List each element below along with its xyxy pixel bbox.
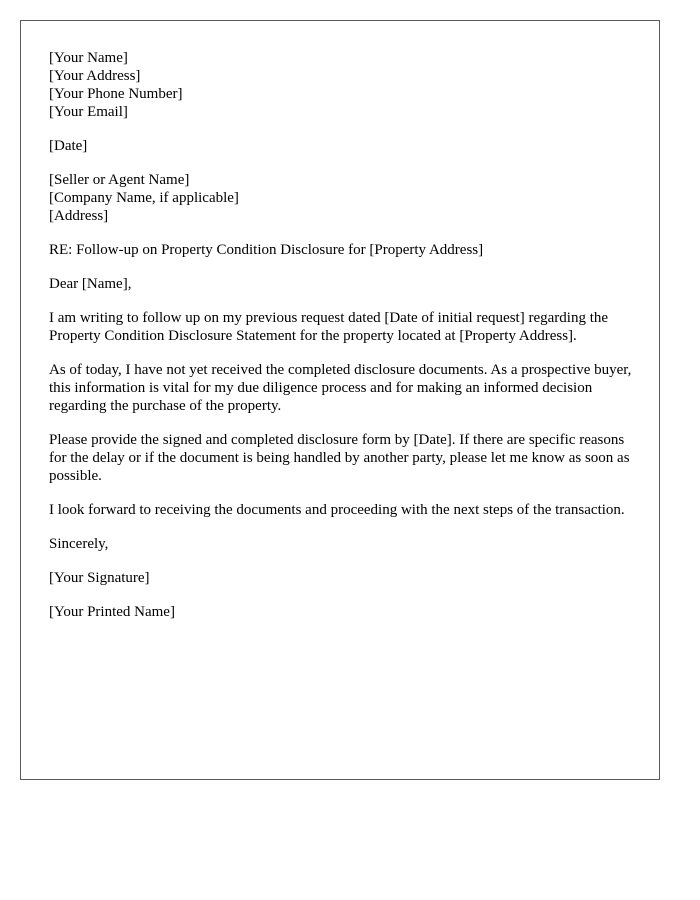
sender-name: [Your Name] [49,50,128,66]
sender-phone: [Your Phone Number] [49,86,183,102]
recipient-block [49,171,634,225]
printed-name: [Your Printed Name] [49,604,175,620]
subject-line: RE: Follow-up on Property Condition Disclosure for [Property Address] [49,242,484,258]
date-block [49,137,634,155]
body-paragraph-2: As of today, I have not yet received the completed disclosure documents. As a prospective buyer, this information is vital for my due diligence process and for making an informed decision regarding the purchase of the property. [49,362,632,414]
recipient-address: [Address] [49,208,109,224]
signature: [Your Signature] [49,570,150,586]
recipient-company: [Company Name, if applicable] [49,190,239,206]
letter-page [20,20,660,780]
recipient-name: [Seller or Agent Name] [49,172,190,188]
body-paragraph-3: Please provide the signed and completed disclosure form by [Date]. If there are specific reasons for the delay or if the document is being handled by another party, please let me know as soon as possible. [49,432,630,484]
sender-address: [Your Address] [49,68,141,84]
sender-email: [Your Email] [49,104,128,120]
body-paragraph-4: I look forward to receiving the documents and proceeding with the next steps of the transaction. [49,502,625,518]
closing: Sincerely, [49,536,109,552]
letter-date: [Date] [49,138,88,154]
body-paragraph-1: I am writing to follow up on my previous request dated [Date of initial request] regarding the Property Condition Disclosure Statement for the property located at [Property Address]. [49,310,609,344]
sender-block [49,49,634,121]
letter-body [49,49,634,637]
salutation: Dear [Name], [49,276,132,292]
